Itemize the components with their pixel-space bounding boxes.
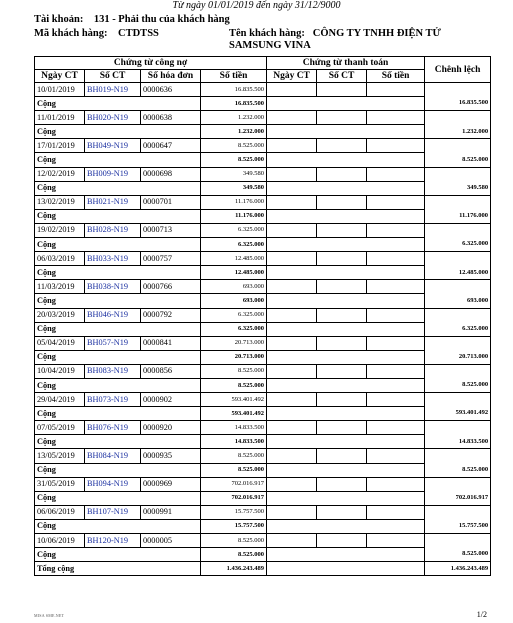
entry-pay-amount	[367, 167, 425, 181]
entry-pay-date	[267, 280, 317, 294]
entry-doc-link[interactable]: BH033-N19	[85, 252, 141, 266]
customer-code-label: Mã khách hàng:	[34, 28, 108, 39]
page-number: 1/2	[476, 610, 487, 619]
grand-total-diff: 1.436.243.489	[425, 562, 491, 576]
table-row	[35, 252, 491, 266]
subtotal-label: Cộng	[35, 519, 201, 533]
entry-amount: 6.325.000	[201, 308, 267, 322]
entry-diff-blank	[425, 280, 491, 294]
entry-pay-amount	[367, 195, 425, 209]
report-period: Từ ngày 01/01/2019 đến ngày 31/12/9000	[172, 0, 341, 11]
subtotal-row	[35, 463, 491, 477]
entry-pay-doc	[317, 393, 367, 407]
subtotal-label: Cộng	[35, 548, 201, 562]
subtotal-amount: 8.525.000	[201, 378, 267, 392]
entry-diff-blank	[425, 139, 491, 153]
table-row	[35, 280, 491, 294]
entry-diff-blank	[425, 167, 491, 181]
diff-header: Chênh lệch	[425, 57, 491, 83]
entry-amount: 20.713.000	[201, 336, 267, 350]
entry-pay-amount	[367, 111, 425, 125]
entry-amount: 593.401.492	[201, 393, 267, 407]
subtotal-amount: 8.525.000	[201, 548, 267, 562]
subtotal-payment	[267, 378, 425, 392]
entry-amount: 8.525.000	[201, 449, 267, 463]
entry-amount: 16.835.500	[201, 83, 267, 97]
subtotal-payment	[267, 97, 425, 111]
entry-invoice: 0000638	[141, 111, 201, 125]
entry-pay-amount	[367, 83, 425, 97]
entry-invoice: 0000856	[141, 364, 201, 378]
entry-date: 05/04/2019	[35, 336, 85, 350]
customer-name-line2: SAMSUNG VINA	[229, 40, 311, 51]
subtotal-diff: 6.325.000	[425, 322, 491, 336]
entry-invoice: 0000841	[141, 336, 201, 350]
subtotal-payment	[267, 463, 425, 477]
table-row	[35, 167, 491, 181]
entry-pay-doc	[317, 195, 367, 209]
subtotal-row	[35, 209, 491, 223]
entry-invoice: 0000935	[141, 449, 201, 463]
subtotal-label: Cộng	[35, 407, 201, 421]
entry-pay-doc	[317, 139, 367, 153]
subtotal-amount: 702.016.917	[201, 491, 267, 505]
subtotal-amount: 693.000	[201, 294, 267, 308]
table-row	[35, 505, 491, 519]
entry-diff-blank	[425, 336, 491, 350]
table-row	[35, 336, 491, 350]
subtotal-payment	[267, 181, 425, 195]
subtotal-payment	[267, 322, 425, 336]
entry-doc-link[interactable]: BH009-N19	[85, 167, 141, 181]
entry-invoice: 0000766	[141, 280, 201, 294]
subtotal-diff: 8.525.000	[425, 153, 491, 167]
subtotal-row	[35, 238, 491, 252]
entry-pay-amount	[367, 477, 425, 491]
entry-pay-amount	[367, 364, 425, 378]
entry-diff-blank	[425, 111, 491, 125]
subtotal-label: Cộng	[35, 350, 201, 364]
entry-pay-amount	[367, 449, 425, 463]
entry-diff-blank	[425, 195, 491, 209]
subtotal-payment	[267, 548, 425, 562]
entry-diff-blank	[425, 83, 491, 97]
account-row	[34, 14, 230, 25]
entry-pay-doc	[317, 280, 367, 294]
entry-doc-link[interactable]: BH073-N19	[85, 393, 141, 407]
subtotal-row	[35, 97, 491, 111]
entry-doc-link[interactable]: BH028-N19	[85, 223, 141, 237]
entry-pay-doc	[317, 534, 367, 548]
subtotal-payment	[267, 519, 425, 533]
entry-invoice: 0000647	[141, 139, 201, 153]
entry-date: 31/05/2019	[35, 477, 85, 491]
entry-doc-link[interactable]: BH094-N19	[85, 477, 141, 491]
entry-pay-date	[267, 111, 317, 125]
entry-pay-date	[267, 252, 317, 266]
subtotal-row	[35, 548, 491, 562]
table-row	[35, 139, 491, 153]
subtotal-amount: 12.485.000	[201, 266, 267, 280]
grand-total-amount: 1.436.243.489	[201, 562, 267, 576]
table-row	[35, 364, 491, 378]
entry-doc-link[interactable]: BH107-N19	[85, 505, 141, 519]
entry-pay-doc	[317, 308, 367, 322]
subtotal-diff: 1.232.000	[425, 125, 491, 139]
subtotal-row	[35, 407, 491, 421]
subtotal-payment	[267, 266, 425, 280]
subtotal-row	[35, 378, 491, 392]
entry-amount: 1.232.000	[201, 111, 267, 125]
col-pay-date: Ngày CT	[267, 70, 317, 83]
entry-pay-amount	[367, 252, 425, 266]
account-value: 131 - Phải thu của khách hàng	[93, 14, 230, 25]
entry-doc-link[interactable]: BH049-N19	[85, 139, 141, 153]
subtotal-row	[35, 266, 491, 280]
subtotal-label: Cộng	[35, 209, 201, 223]
entry-pay-doc	[317, 449, 367, 463]
entry-doc-link[interactable]: BH020-N19	[85, 111, 141, 125]
subtotal-payment	[267, 125, 425, 139]
subtotal-amount: 15.757.500	[201, 519, 267, 533]
entry-diff-blank	[425, 421, 491, 435]
subtotal-diff: 14.833.500	[425, 435, 491, 449]
entry-amount: 693.000	[201, 280, 267, 294]
grand-total-row	[35, 562, 491, 576]
subtotal-payment	[267, 238, 425, 252]
entry-date: 12/02/2019	[35, 167, 85, 181]
subtotal-row	[35, 350, 491, 364]
subtotal-row	[35, 125, 491, 139]
subtotal-row	[35, 322, 491, 336]
entry-doc-link[interactable]: BH057-N19	[85, 336, 141, 350]
subtotal-row	[35, 519, 491, 533]
entry-doc-link[interactable]: BH076-N19	[85, 421, 141, 435]
col-debt-invoice: Số hóa đơn	[141, 70, 201, 83]
customer-name-label: Tên khách hàng:	[229, 28, 305, 39]
entry-pay-doc	[317, 223, 367, 237]
entry-invoice: 0000713	[141, 223, 201, 237]
table-row	[35, 421, 491, 435]
entry-pay-doc	[317, 111, 367, 125]
subtotal-diff: 12.485.000	[425, 266, 491, 280]
entry-invoice: 0000969	[141, 477, 201, 491]
entry-doc-link[interactable]: BH120-N19	[85, 534, 141, 548]
entry-invoice: 0000757	[141, 252, 201, 266]
subtotal-label: Cộng	[35, 97, 201, 111]
group-payment-header: Chứng từ thanh toán	[267, 57, 425, 70]
entry-diff-blank	[425, 308, 491, 322]
entry-diff-blank	[425, 252, 491, 266]
table-row	[35, 308, 491, 322]
subtotal-row	[35, 153, 491, 167]
grand-total-payment	[267, 562, 425, 576]
grand-total-label: Tổng cộng	[35, 562, 201, 576]
table-body	[35, 83, 491, 562]
subtotal-payment	[267, 407, 425, 421]
customer-name-line1: CÔNG TY TNHH ĐIỆN TỬ	[312, 28, 441, 39]
subtotal-payment	[267, 294, 425, 308]
subtotal-diff: 16.835.500	[425, 97, 491, 111]
entry-doc-link[interactable]: BH083-N19	[85, 364, 141, 378]
subtotal-amount: 11.176.000	[201, 209, 267, 223]
entry-pay-date	[267, 421, 317, 435]
entry-date: 10/06/2019	[35, 534, 85, 548]
table-row	[35, 477, 491, 491]
subtotal-label: Cộng	[35, 435, 201, 449]
subtotal-payment	[267, 209, 425, 223]
entry-doc-link[interactable]: BH021-N19	[85, 195, 141, 209]
entry-invoice: 0000991	[141, 505, 201, 519]
customer-name-row	[229, 28, 441, 39]
entry-amount: 15.757.500	[201, 505, 267, 519]
entry-amount: 6.325.000	[201, 223, 267, 237]
subtotal-diff: 8.525.000	[425, 548, 491, 562]
subtotal-label: Cộng	[35, 238, 201, 252]
entry-pay-amount	[367, 393, 425, 407]
subtotal-amount: 6.325.000	[201, 322, 267, 336]
entry-pay-date	[267, 195, 317, 209]
entry-amount: 12.485.000	[201, 252, 267, 266]
entry-pay-doc	[317, 505, 367, 519]
entry-diff-blank	[425, 477, 491, 491]
subtotal-diff: 8.525.000	[425, 463, 491, 477]
entry-doc-link[interactable]: BH038-N19	[85, 280, 141, 294]
entry-diff-blank	[425, 364, 491, 378]
subtotal-label: Cộng	[35, 491, 201, 505]
footer-software: MISA SME.NET	[34, 613, 65, 618]
entry-invoice: 0000792	[141, 308, 201, 322]
entry-pay-doc	[317, 336, 367, 350]
subtotal-diff: 693.000	[425, 294, 491, 308]
entry-date: 06/06/2019	[35, 505, 85, 519]
entry-invoice: 0000701	[141, 195, 201, 209]
entry-pay-date	[267, 393, 317, 407]
entry-pay-doc	[317, 83, 367, 97]
entry-amount: 8.525.000	[201, 139, 267, 153]
entry-date: 11/01/2019	[35, 111, 85, 125]
entry-amount: 11.176.000	[201, 195, 267, 209]
subtotal-label: Cộng	[35, 153, 201, 167]
entry-pay-doc	[317, 252, 367, 266]
entry-date: 13/05/2019	[35, 449, 85, 463]
entry-pay-doc	[317, 421, 367, 435]
entry-doc-link[interactable]: BH019-N19	[85, 83, 141, 97]
entry-pay-date	[267, 364, 317, 378]
entry-amount: 8.525.000	[201, 534, 267, 548]
entry-amount: 14.833.500	[201, 421, 267, 435]
table-row	[35, 83, 491, 97]
entry-pay-doc	[317, 364, 367, 378]
group-debt-header: Chứng từ công nợ	[35, 57, 267, 70]
entry-pay-date	[267, 336, 317, 350]
entry-pay-date	[267, 308, 317, 322]
subtotal-diff: 702.016.917	[425, 491, 491, 505]
entry-pay-amount	[367, 505, 425, 519]
subtotal-payment	[267, 491, 425, 505]
subtotal-amount: 8.525.000	[201, 463, 267, 477]
subtotal-row	[35, 435, 491, 449]
entry-date: 20/03/2019	[35, 308, 85, 322]
table-row	[35, 195, 491, 209]
table-row	[35, 534, 491, 548]
entry-pay-amount	[367, 223, 425, 237]
entry-pay-date	[267, 167, 317, 181]
col-debt-doc: Số CT	[85, 70, 141, 83]
subtotal-row	[35, 294, 491, 308]
entry-date: 29/04/2019	[35, 393, 85, 407]
subtotal-label: Cộng	[35, 181, 201, 195]
subtotal-row	[35, 181, 491, 195]
subtotal-diff: 20.713.000	[425, 350, 491, 364]
entry-invoice: 0000902	[141, 393, 201, 407]
entry-date: 10/01/2019	[35, 83, 85, 97]
subtotal-amount: 8.525.000	[201, 153, 267, 167]
subtotal-amount: 6.325.000	[201, 238, 267, 252]
entry-pay-amount	[367, 308, 425, 322]
entry-diff-blank	[425, 449, 491, 463]
entry-pay-date	[267, 505, 317, 519]
subtotal-label: Cộng	[35, 463, 201, 477]
subtotal-amount: 349.580	[201, 181, 267, 195]
subtotal-label: Cộng	[35, 294, 201, 308]
entry-doc-link[interactable]: BH046-N19	[85, 308, 141, 322]
entry-pay-date	[267, 449, 317, 463]
entry-diff-blank	[425, 534, 491, 548]
table-row	[35, 393, 491, 407]
subtotal-payment	[267, 153, 425, 167]
entry-pay-date	[267, 83, 317, 97]
entry-date: 13/02/2019	[35, 195, 85, 209]
entry-diff-blank	[425, 505, 491, 519]
col-debt-amount: Số tiền	[201, 70, 267, 83]
subtotal-amount: 1.232.000	[201, 125, 267, 139]
subtotal-label: Cộng	[35, 322, 201, 336]
entry-pay-amount	[367, 421, 425, 435]
customer-code-row	[34, 28, 159, 39]
customer-code: CTDTSS	[118, 28, 159, 39]
subtotal-payment	[267, 435, 425, 449]
table-row	[35, 449, 491, 463]
entry-pay-amount	[367, 280, 425, 294]
subtotal-diff: 593.401.492	[425, 407, 491, 421]
entry-pay-doc	[317, 477, 367, 491]
entry-date: 10/04/2019	[35, 364, 85, 378]
subtotal-label: Cộng	[35, 266, 201, 280]
entry-doc-link[interactable]: BH084-N19	[85, 449, 141, 463]
entry-pay-date	[267, 223, 317, 237]
col-pay-doc: Số CT	[317, 70, 367, 83]
entry-pay-amount	[367, 534, 425, 548]
subtotal-payment	[267, 350, 425, 364]
entry-invoice: 0000005	[141, 534, 201, 548]
subtotal-diff: 6.325.000	[425, 238, 491, 252]
subtotal-label: Cộng	[35, 125, 201, 139]
subtotal-amount: 20.713.000	[201, 350, 267, 364]
table-row	[35, 111, 491, 125]
entry-date: 07/05/2019	[35, 421, 85, 435]
entry-pay-date	[267, 534, 317, 548]
entry-date: 17/01/2019	[35, 139, 85, 153]
entry-pay-amount	[367, 336, 425, 350]
subtotal-amount: 16.835.500	[201, 97, 267, 111]
subtotal-diff: 349.580	[425, 181, 491, 195]
entry-diff-blank	[425, 223, 491, 237]
entry-invoice: 0000920	[141, 421, 201, 435]
table-row	[35, 223, 491, 237]
entry-pay-date	[267, 477, 317, 491]
entry-pay-amount	[367, 139, 425, 153]
entry-date: 19/02/2019	[35, 223, 85, 237]
account-label: Tài khoản:	[34, 14, 84, 25]
entry-invoice: 0000698	[141, 167, 201, 181]
col-debt-date: Ngày CT	[35, 70, 85, 83]
subtotal-amount: 14.833.500	[201, 435, 267, 449]
entry-invoice: 0000636	[141, 83, 201, 97]
receivables-table	[34, 56, 491, 576]
subtotal-row	[35, 491, 491, 505]
entry-amount: 702.016.917	[201, 477, 267, 491]
entry-date: 11/03/2019	[35, 280, 85, 294]
subtotal-diff: 8.525.000	[425, 378, 491, 392]
entry-amount: 8.525.000	[201, 364, 267, 378]
subtotal-amount: 593.401.492	[201, 407, 267, 421]
entry-amount: 349.580	[201, 167, 267, 181]
subtotal-diff: 11.176.000	[425, 209, 491, 223]
col-pay-amount: Số tiền	[367, 70, 425, 83]
entry-date: 06/03/2019	[35, 252, 85, 266]
entry-pay-date	[267, 139, 317, 153]
subtotal-label: Cộng	[35, 378, 201, 392]
entry-diff-blank	[425, 393, 491, 407]
subtotal-diff: 15.757.500	[425, 519, 491, 533]
entry-pay-doc	[317, 167, 367, 181]
